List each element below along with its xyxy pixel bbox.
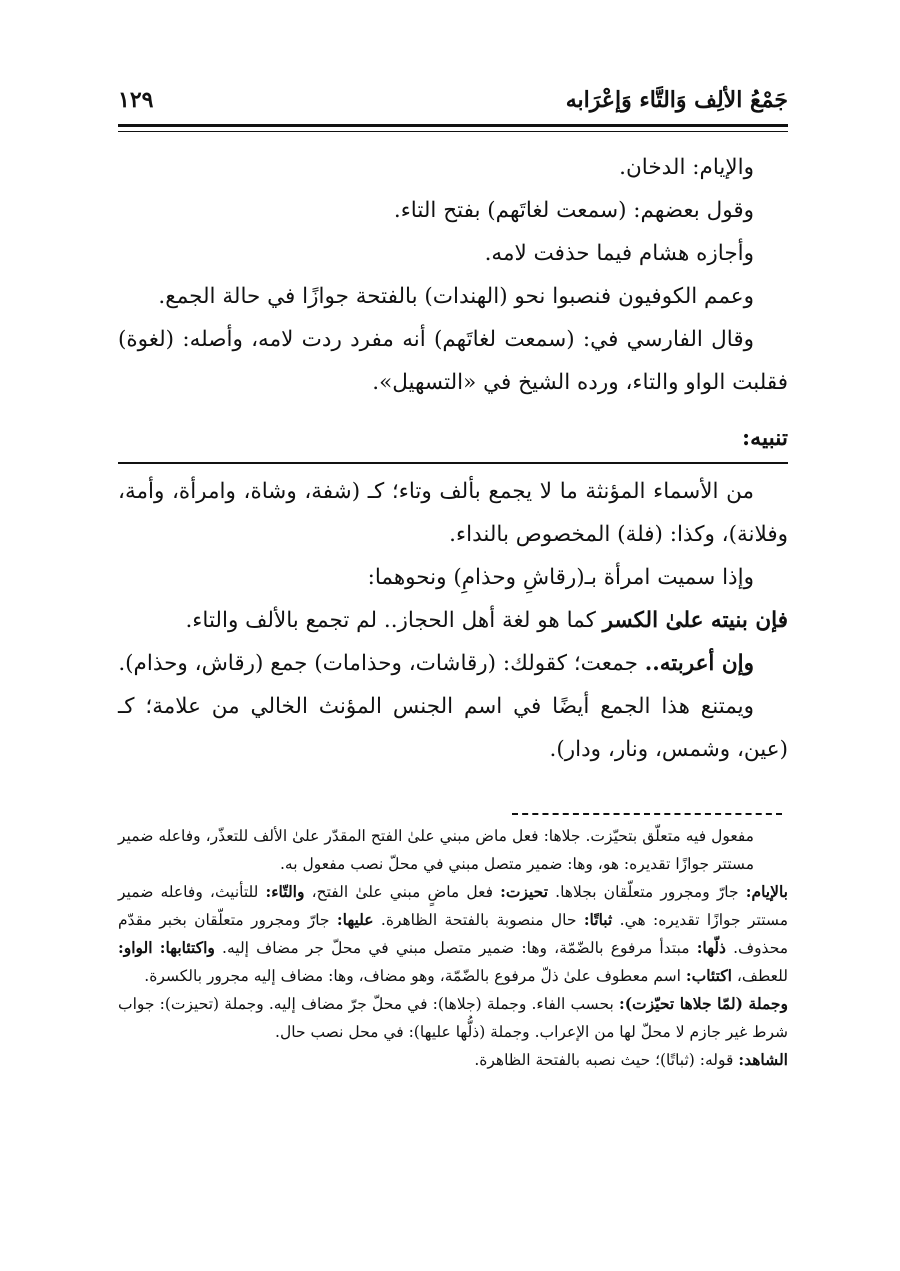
footnote-term: ذلّها: [696, 938, 726, 957]
footnote-term: وجملة (لمّا جلاها تحيّزت): [618, 994, 788, 1013]
footnote-text: جارّ ومجرور متعلّقان بخبر مقدّم محذوف. [118, 911, 789, 957]
footnote-term: واكتئابها: [159, 938, 215, 957]
footnote-term: اكتئاب: [685, 966, 732, 985]
footnote-text: فعل ماضٍ مبني علىٰ الفتح، [304, 883, 501, 901]
paragraph [118, 599, 788, 642]
footnote: مفعول فيه متعلّق بتحيّزت. جلاها: فعل ماض مبني علىٰ الفتح المقدّر علىٰ الألف للتعذّر، وفاعله ضمير مستتر جوازًا تقديره: هو، وها: ضمير متصل مبني في محلّ نصب مفعول به. [118, 827, 754, 873]
footnote-text: قوله: (ثباتًا)؛ حيث نصبه بالفتحة الظاهرة. [474, 1051, 739, 1069]
footnote [118, 1046, 788, 1074]
paragraph: وإذا سميت امرأة بـ(رقاشِ وحذامِ) ونحوهما: [367, 565, 754, 590]
footnote-term: عليها: [336, 910, 374, 929]
header-rule-thin [118, 131, 788, 132]
footnote-text: حال منصوبة بالفتحة الظاهرة. [373, 911, 584, 929]
footnote-text: بحسب الفاء. وجملة (جلاها): في محلّ جرّ مضاف إليه. وجملة (تحيزت): جواب شرط غير جازم لا محلّ لها من الإعراب. وجملة (ذلُّها عليها): في محل نصب حال. [118, 995, 788, 1041]
footnote-text: مبتدأ مرفوع بالضّمّة، وها: ضمير متصل مبني في محلّ جر مضاف إليه. [214, 939, 697, 957]
paragraph: وأجازه هشام فيما حذفت لامه. [484, 241, 754, 266]
footnote-text: للعطف، [731, 967, 788, 985]
paragraph: من الأسماء المؤنثة ما لا يجمع بألف وتاء؛ كـ (شفة، وشاة، وامرأة، وأمة، وفلانة)، وكذا: (فلة) المخصوص بالنداء. [118, 479, 788, 547]
footnote [118, 990, 788, 1046]
page-number: ١٢٩ [118, 87, 154, 113]
footnote-term: تحيزت: [500, 882, 549, 901]
paragraph [118, 642, 788, 685]
paragraph-text: كما هو لغة أهل الحجاز.. لم تجمع بالألف والتاء. [185, 608, 603, 633]
footnote-text [153, 939, 160, 957]
bold-phrase: فإن بنيته علىٰ الكسر [602, 608, 788, 633]
section-heading-wrap [118, 420, 788, 464]
footnote-term: بالإيام: [745, 882, 788, 901]
paragraph: والإيام: الدخان. [619, 155, 754, 180]
header-rule-thick [118, 124, 788, 127]
heading-rule [118, 462, 788, 464]
paragraph: وقول بعضهم: (سمعت لغاتَهم) بفتح التاء. [393, 198, 754, 223]
footnote-text: اسم معطوف علىٰ ذلّ مرفوع بالضّمّة، وهو مضاف، وها: مضاف إليه مجرور بالكسرة. [144, 967, 686, 985]
paragraph-text: جمعت؛ كقولك: (رقاشات، وحذامات) جمع (رقاش، وحذام). [118, 651, 645, 676]
paragraph: ويمتنع هذا الجمع أيضًا في اسم الجنس المؤنث الخالي من علامة؛ كـ (عين، وشمس، ونار، ودار). [118, 694, 788, 762]
footnote-term: ثباتًا: [583, 910, 613, 929]
footnote-term: الواو: [118, 938, 153, 957]
section-heading: تنبيه: [742, 425, 788, 451]
main-text [118, 146, 788, 771]
footnote-separator [512, 813, 782, 815]
footnote-text: للتأنيث، وفاعله ضمير مستتر جوازًا تقديره: هي. [118, 883, 789, 929]
footnote-text: جارّ ومجرور متعلّقان بجلاها. [548, 883, 746, 901]
paragraph: وعمم الكوفيون فنصبوا نحو (الهندات) بالفتحة جوازًا في حالة الجمع. [158, 284, 754, 309]
footnote-term: والتّاء: [265, 882, 305, 901]
bold-phrase: وإن أعربته.. [644, 651, 754, 676]
footnote-term: الشاهد: [738, 1050, 788, 1069]
footnote [118, 878, 788, 990]
footnotes [118, 822, 788, 1074]
page-header [118, 82, 788, 118]
paragraph: وقال الفارسي في: (سمعت لغاتَهم) أنه مفرد ردت لامه، وأصله: (لغوة) فقلبت الواو والتاء، ورده الشيخ في «التسهيل». [118, 327, 788, 395]
running-title: جَمْعُ الألِف وَالتَّاء وَإعْرَابه [565, 87, 788, 113]
